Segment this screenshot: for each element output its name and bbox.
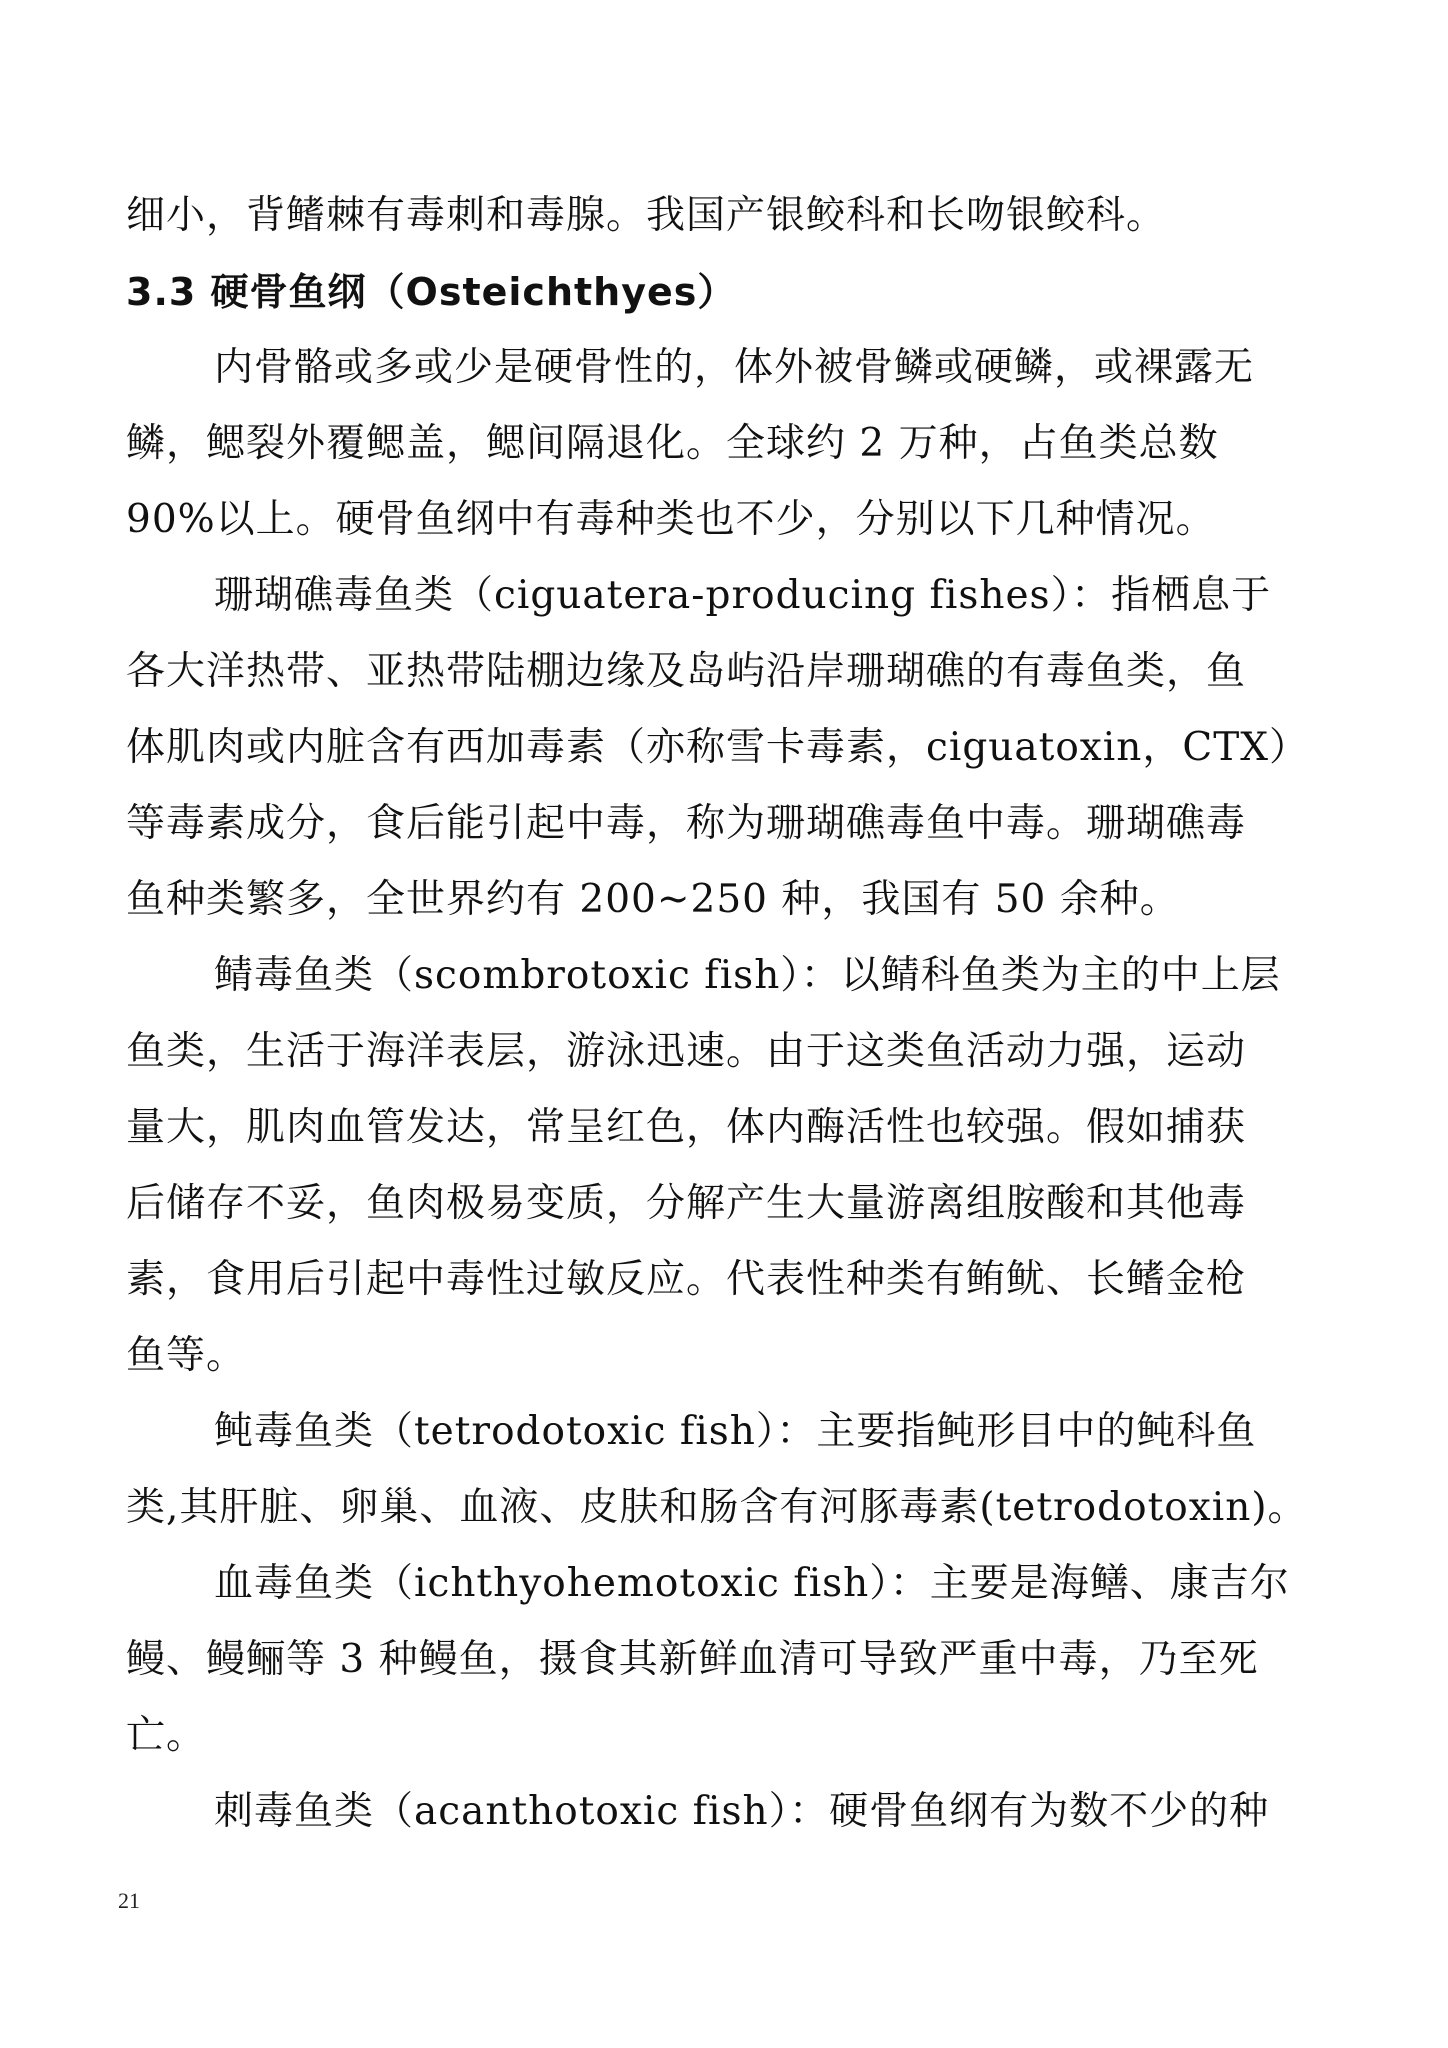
text-line: 体肌肉或内脏含有西加毒素（亦称雪卡毒素，ciguatoxin，CTX）	[126, 725, 1310, 770]
text-line: 类,其肝脏、卵巢、血液、皮肤和肠含有河豚毒素(tetrodotoxin)。	[126, 1485, 1308, 1530]
text-line: 鳗、鳗鲡等 3 种鳗鱼，摄食其新鲜血清可导致严重中毒，乃至死	[126, 1637, 1259, 1682]
paragraph-line: 鲭毒鱼类（scombrotoxic fish）：以鲭科鱼类为主的中上层	[214, 953, 1281, 998]
paragraph-line: 鲀毒鱼类（tetrodotoxic fish）：主要指鲀形目中的鲀科鱼	[214, 1409, 1257, 1454]
paragraph-line: 血毒鱼类（ichthyohemotoxic fish）：主要是海鳝、康吉尔	[214, 1561, 1290, 1606]
paragraph-line: 刺毒鱼类（acanthotoxic fish）：硬骨鱼纲有为数不少的种	[214, 1789, 1270, 1834]
section-heading: 3.3 硬骨鱼纲（Osteichthyes）	[126, 270, 737, 314]
text-line: 鱼种类繁多，全世界约有 200~250 种，我国有 50 余种。	[126, 877, 1180, 922]
text-line: 各大洋热带、亚热带陆棚边缘及岛屿沿岸珊瑚礁的有毒鱼类，鱼	[126, 649, 1247, 694]
text-line: 量大，肌肉血管发达，常呈红色，体内酶活性也较强。假如捕获	[126, 1105, 1247, 1150]
text-line: 细小，背鳍棘有毒刺和毒腺。我国产银鲛科和长吻银鲛科。	[126, 193, 1167, 238]
text-line: 鱼类，生活于海洋表层，游泳迅速。由于这类鱼活动力强，运动	[126, 1029, 1247, 1074]
page-number: 21	[118, 1888, 140, 1913]
text-line: 后储存不妥，鱼肉极易变质，分解产生大量游离组胺酸和其他毒	[126, 1181, 1247, 1226]
text-line: 素，食用后引起中毒性过敏反应。代表性种类有鲔鱿、长鳍金枪	[126, 1257, 1247, 1302]
paragraph-line: 珊瑚礁毒鱼类（ciguatera-producing fishes）：指栖息于	[214, 573, 1272, 618]
text-line: 鳞，鳃裂外覆鳃盖，鳃间隔退化。全球约 2 万种，占鱼类总数	[126, 421, 1219, 466]
document-body	[126, 178, 1336, 1850]
paragraph-line: 内骨骼或多或少是硬骨性的，体外被骨鳞或硬鳞，或裸露无	[214, 345, 1255, 390]
text-line: 亡。	[126, 1713, 207, 1758]
text-line: 鱼等。	[126, 1333, 247, 1378]
text-line: 90%以上。硬骨鱼纲中有毒种类也不少，分别以下几种情况。	[126, 497, 1216, 542]
text-line: 等毒素成分，食后能引起中毒，称为珊瑚礁毒鱼中毒。珊瑚礁毒	[126, 801, 1247, 846]
